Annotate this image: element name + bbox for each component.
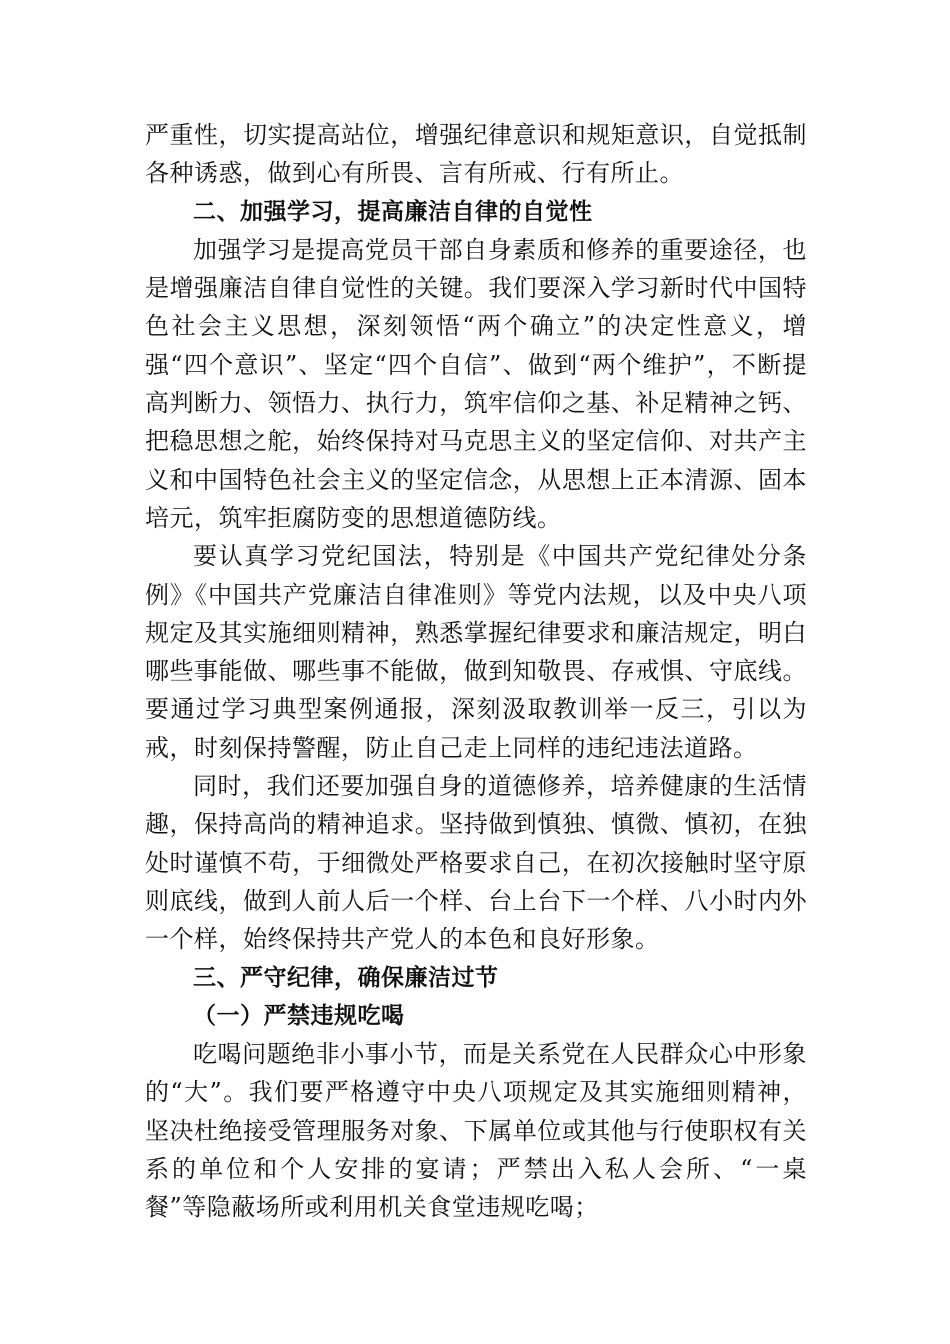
paragraph-study-importance: 加强学习是提高党员干部自身素质和修养的重要途径，也是增强廉洁自律自觉性的关键。我们要深入学习新时代中国特色社会主义思想，深刻领悟“两个确立”的决定性意义，增强“四个意识”、坚定“四个自信”、做到“两个维护”，不断提高判断力、领悟力、执行力，筑牢信仰之基、补足精神之钙、把稳思想之舵，始终保持对马克思主义的坚定信仰、对共产主义和中国特色社会主义的坚定信念，从思想上正本清源、固本培元，筑牢拒腐防变的思想道德防线。 — [145, 235, 807, 532]
paragraph-banquet-ban: 吃喝问题绝非小事小节，而是关系党在人民群众心中形象的“大”。我们要严格遵守中央八项规定及其实施细则精神，坚决杜绝接受管理服务对象、下属单位或其他与行使职权有关系的单位和个人安排的宴请；严禁出入私人会所、“一桌餐”等隐蔽场所或利用机关食堂违规吃喝； — [145, 1040, 807, 1222]
section-heading-2: 二、加强学习，提高廉洁自律的自觉性 — [193, 198, 593, 225]
document-body — [145, 116, 807, 1227]
paragraph-party-discipline: 要认真学习党纪国法，特别是《中国共产党纪律处分条例》《中国共产党廉洁自律准则》等党内法规，以及中央八项规定及其实施细则精神，熟悉掌握纪律要求和廉洁规定，明白哪些事能做、哪些事不能做，做到知敬畏、存戒惧、守底线。要通过学习典型案例通报，深刻汲取教训举一反三，引以为戒，时刻保持警醒，防止自己走上同样的违纪违法道路。 — [145, 542, 807, 762]
subsection-heading-3-1: （一）严禁违规吃喝 — [193, 1001, 405, 1029]
paragraph-continuation: 严重性，切实提高站位，增强纪律意识和规矩意识，自觉抵制各种诱惑，做到心有所畏、言有所戒、行有所止。 — [145, 121, 807, 188]
section-heading-3: 三、严守纪律，确保廉洁过节 — [193, 964, 499, 991]
paragraph-moral-cultivation: 同时，我们还要加强自身的道德修养，培养健康的生活情趣，保持高尚的精神追求。坚持做到慎独、慎微、慎初，在独处时谨慎不苟，于细微处严格要求自己，在初次接触时坚守原则底线，做到人前人后一个样、台上台下一个样、八小时内外一个样，始终保持共产党人的本色和良好形象。 — [145, 772, 807, 954]
